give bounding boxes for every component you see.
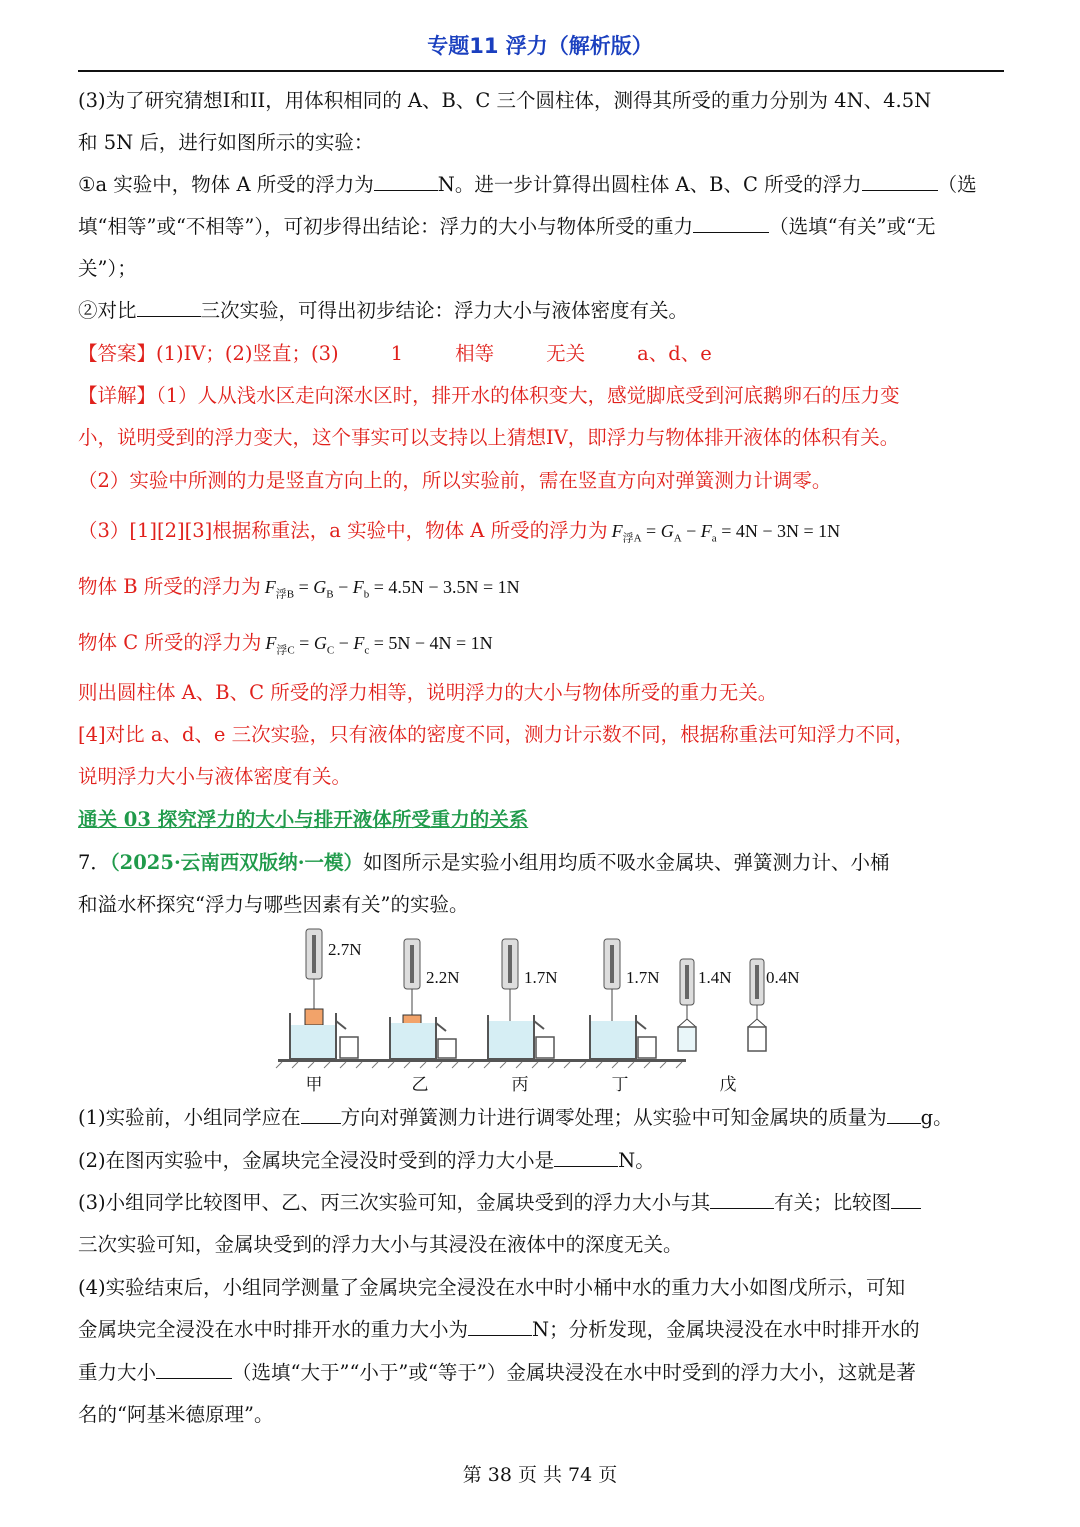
q7-sub4-line3 <box>78 1360 1008 1386</box>
equation-b: $F_{浮B} = G_B - F_b = 4.5N - 3.5N = 1N$ <box>264 577 520 601</box>
answer-part: 无关 <box>546 342 586 365</box>
eq-subscript: 浮C <box>276 644 295 657</box>
eq-subscript: C <box>326 644 335 657</box>
eq-subscript: 浮B <box>275 588 295 601</box>
answer-part: 1 <box>390 342 404 365</box>
setup-ding <box>590 939 660 1094</box>
detail-text: 物体 B 所受的浮力为 <box>78 575 261 598</box>
q7-sub2-line <box>78 1148 1008 1174</box>
answer-part: 相等 <box>455 342 495 365</box>
answer-blank[interactable] <box>137 298 201 317</box>
table-hatching <box>276 1062 682 1068</box>
q7-stem-line2: 和溢水杯探究“浮力与哪些因素有关”的实验。 <box>78 893 469 916</box>
scale-reading: 1.7N <box>626 968 660 987</box>
q7-sub4-text-b: N；分析发现，金属块浸没在水中时排开水的 <box>532 1318 920 1341</box>
detail-text: （1）人从浅水区走向深水区时，排开水的体积变大，感觉脚底受到河底鹅卵石的压力变 <box>156 384 900 407</box>
setup-wu <box>678 959 800 1094</box>
q6-part3-line1: (3)为了研究猜想I和II，用体积相同的 A、B、C 三个圆柱体，测得其所受的重力分别为 4N、4.5N <box>78 89 932 112</box>
q6-sub1-text-e: （选填“有关”或“无 <box>769 215 936 238</box>
q7-sub2-text-b: N。 <box>618 1149 655 1172</box>
detail-label: 【详解】 <box>78 384 157 407</box>
q7-sub4-text-d: （选填“大于”“小于”或“等于”）金属块浸没在水中时受到的浮力大小，这就是著 <box>232 1361 916 1384</box>
q7-sub4-text-c: 重力大小 <box>78 1361 157 1384</box>
answer-blank[interactable] <box>862 172 938 191</box>
q6-sub1-text-a: ①a 实验中，物体 A 所受的浮力为 <box>78 173 374 196</box>
small-bucket <box>678 1027 696 1051</box>
q6-sub1-text-c: （选 <box>937 173 977 196</box>
q7-sub3-text-b: 有关；比较图 <box>774 1191 892 1214</box>
detail-line6 <box>78 630 1008 664</box>
answer-part: (1)IV；(2)竖直；(3) <box>156 342 339 365</box>
eq-rest: = 4N − 3N = 1N <box>716 521 841 541</box>
eq-symbol: G <box>313 577 327 597</box>
eq-subscript: B <box>326 588 334 601</box>
q6-sub1-line3: 关”）； <box>78 257 137 280</box>
eq-subscript: b <box>363 588 370 601</box>
metal-block <box>305 1009 323 1025</box>
answer-blank[interactable] <box>710 1190 774 1209</box>
detail-text: 物体 C 所受的浮力为 <box>78 631 262 654</box>
header-divider <box>78 70 1004 72</box>
q7-sub2-text-a: (2)在图丙实验中，金属块完全浸没时受到的浮力大小是 <box>78 1149 555 1172</box>
detail-line9: 说明浮力大小与液体密度有关。 <box>78 765 352 788</box>
q6-sub2-line <box>78 298 1008 324</box>
eq-subscript: A <box>673 532 682 545</box>
answer-blank[interactable] <box>554 1148 618 1167</box>
q7-sub1-line <box>78 1105 1008 1131</box>
q7-sub3-text-a: (3)小组同学比较图甲、乙、丙三次实验可知，金属块受到的浮力大小与其 <box>78 1191 711 1214</box>
section-title: 通关 03 探究浮力的大小与排开液体所受重力的关系 <box>78 808 529 831</box>
q7-sub1-text-a: (1)实验前，小组同学应在 <box>78 1106 301 1129</box>
small-bucket <box>340 1037 358 1058</box>
setup-label: 戊 <box>719 1075 737 1094</box>
q7-sub4-line4: 名的“阿基米德原理”。 <box>78 1403 274 1426</box>
q7-sub1-text-b: 方向对弹簧测力计进行调零处理；从实验中可知金属块的质量为 <box>340 1106 887 1129</box>
detail-text: （3）[1][2][3]根据称重法，a 实验中，物体 A 所受的浮力为 <box>78 519 608 542</box>
page-header-title: 专题11 浮力（解析版） <box>427 34 653 58</box>
answer-blank[interactable] <box>468 1317 532 1336</box>
q6-part3-line2: 和 5N 后，进行如图所示的实验： <box>78 131 374 154</box>
scale-reading: 0.4N <box>766 968 800 987</box>
answer-line <box>78 341 1008 367</box>
equation-c: $F_{浮C} = G_C - F_c = 5N - 4N = 1N$ <box>265 633 493 657</box>
eq-symbol: F <box>265 633 277 653</box>
q7-sub4-line1: (4)实验结束后，小组同学测量了金属块完全浸没在水中时小桶中水的重力大小如图戊所示，可知 <box>78 1276 906 1299</box>
small-bucket <box>748 1027 766 1051</box>
eq-symbol: G <box>660 521 674 541</box>
detail-line8: [4]对比 a、d、e 三次实验，只有液体的密度不同，测力计示数不同，根据称重法可知浮力不同， <box>78 723 915 746</box>
detail-line5 <box>78 574 1008 608</box>
question-stem: 如图所示是实验小组用均质不吸水金属块、弹簧测力计、小桶 <box>363 851 890 874</box>
q7-stem-line1 <box>78 850 1008 876</box>
q7-sub3-line1 <box>78 1190 1008 1216</box>
q7-sub4-line2 <box>78 1317 1008 1343</box>
small-bucket <box>638 1037 656 1058</box>
equation-a: $F_{浮A} = G_A - F_a = 4N - 3N = 1N$ <box>611 521 841 545</box>
detail-line3: （2）实验中所测的力是竖直方向上的，所以实验前，需在竖直方向对弹簧测力计调零。 <box>78 469 832 492</box>
answer-blank[interactable] <box>301 1105 341 1124</box>
q7-sub4-text-a: 金属块完全浸没在水中时排开水的重力大小为 <box>78 1318 469 1341</box>
q7-sub1-text-c: g。 <box>920 1106 953 1129</box>
answer-part: a、d、e <box>637 342 712 365</box>
eq-symbol: F <box>352 577 364 597</box>
answer-blank[interactable] <box>693 214 769 233</box>
scale-reading: 1.7N <box>524 968 558 987</box>
q6-sub1-text-d: 填“相等”或“不相等”），可初步得出结论：浮力的大小与物体所受的重力 <box>78 215 694 238</box>
small-bucket <box>438 1039 456 1058</box>
eq-symbol: F <box>264 577 276 597</box>
q7-sub3-line2: 三次实验可知，金属块受到的浮力大小与其浸没在液体中的深度无关。 <box>78 1233 683 1256</box>
detail-line7: 则出圆柱体 A、B、C 所受的浮力相等，说明浮力的大小与物体所受的重力无关。 <box>78 681 778 704</box>
setup-yi <box>390 939 460 1094</box>
answer-blank[interactable] <box>887 1105 921 1124</box>
q6-sub1-line2 <box>78 214 1008 240</box>
scale-reading: 1.4N <box>698 968 732 987</box>
detail-line2: 小，说明受到的浮力变大，这个事实可以支持以上猜想IV，即浮力与物体排开液体的体积有关。 <box>78 426 900 449</box>
answer-blank[interactable] <box>156 1360 232 1379</box>
eq-symbol: F <box>353 633 365 653</box>
eq-subscript: a <box>711 532 717 545</box>
q6-sub2-text-b: 三次实验，可得出初步结论：浮力大小与液体密度有关。 <box>200 299 689 322</box>
eq-symbol: G <box>313 633 327 653</box>
setup-bing <box>488 939 558 1094</box>
answer-label: 【答案】 <box>78 342 157 365</box>
experiment-figure <box>270 925 800 1100</box>
question-source: （2025·云南西双版纳·一模） <box>109 851 364 874</box>
setup-label: 甲 <box>305 1075 323 1094</box>
small-bucket <box>536 1037 554 1058</box>
question-number: 7． <box>78 851 110 874</box>
scale-reading: 2.7N <box>328 940 362 959</box>
eq-rest: = 5N − 4N = 1N <box>369 633 493 653</box>
detail-line4 <box>78 518 1008 552</box>
eq-rest: = 4.5N − 3.5N = 1N <box>369 577 520 597</box>
scale-reading: 2.2N <box>426 968 460 987</box>
setup-jia <box>290 929 362 1094</box>
q6-sub1-line1 <box>78 172 1008 198</box>
answer-blank[interactable] <box>374 172 438 191</box>
eq-subscript: c <box>364 644 370 657</box>
q6-sub1-text-b: N。进一步计算得出圆柱体 A、B、C 所受的浮力 <box>437 173 862 196</box>
setup-label: 丙 <box>511 1075 529 1094</box>
eq-symbol: F <box>700 521 712 541</box>
table-surface <box>278 1059 686 1062</box>
setup-label: 乙 <box>411 1075 429 1094</box>
eq-symbol: F <box>611 521 623 541</box>
q6-sub2-text-a: ②对比 <box>78 299 137 322</box>
setup-label: 丁 <box>611 1075 629 1094</box>
page-footer: 第 38 页 共 74 页 <box>462 1464 618 1486</box>
answer-blank[interactable] <box>891 1190 921 1209</box>
eq-subscript: 浮A <box>622 532 642 545</box>
detail-line1 <box>78 383 1008 409</box>
